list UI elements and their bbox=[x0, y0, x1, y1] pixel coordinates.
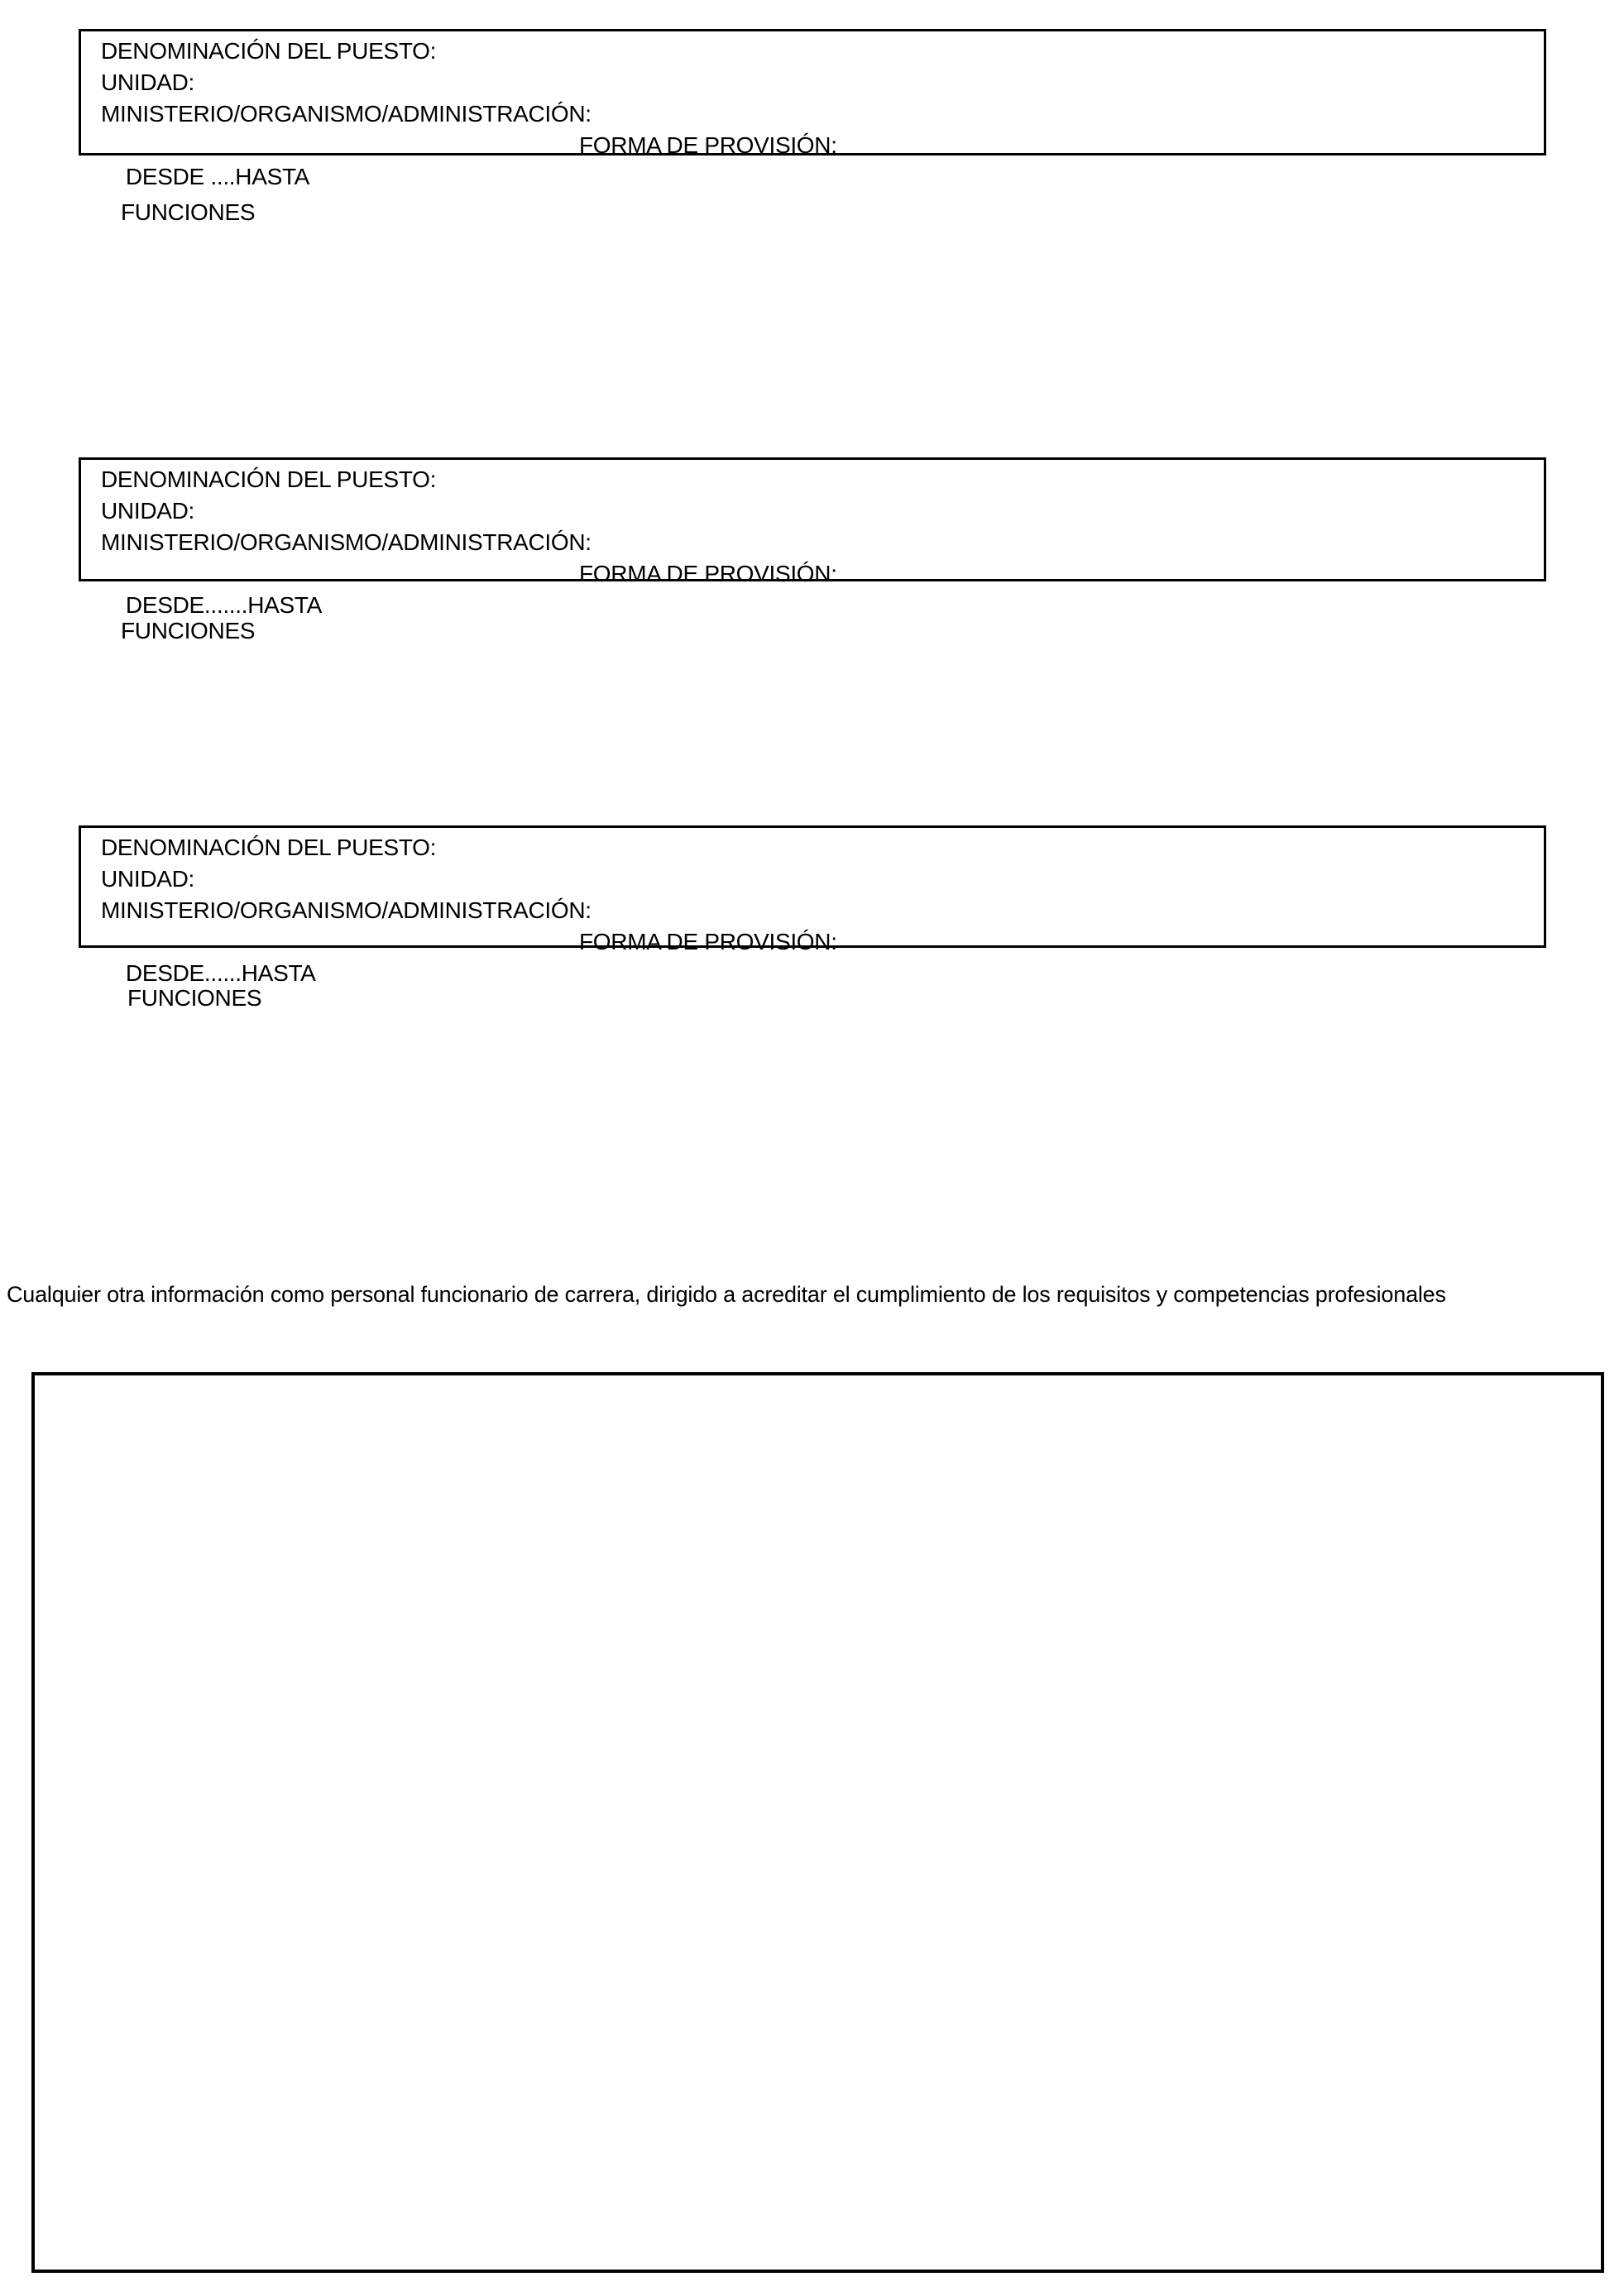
ministerio-field-label: MINISTERIO/ORGANISMO/ADMINISTRACIÓN: bbox=[101, 529, 592, 555]
denominacion-field-label: DENOMINACIÓN DEL PUESTO: bbox=[101, 466, 437, 492]
periodo-row bbox=[101, 926, 1544, 1052]
forma-provision-field-label: FORMA DE PROVISIÓN: bbox=[579, 929, 837, 954]
denominacion-field-label: DENOMINACIÓN DEL PUESTO: bbox=[101, 38, 437, 64]
desde-hasta-field-label: DESDE......HASTA bbox=[125, 960, 316, 986]
other-info-box bbox=[31, 1372, 1604, 2273]
periodo-row bbox=[101, 558, 1544, 684]
ministerio-field-label: MINISTERIO/ORGANISMO/ADMINISTRACIÓN: bbox=[101, 897, 592, 923]
position-block-3 bbox=[79, 825, 1546, 986]
other-info-text: Cualquier otra información como personal funcionario de carrera, dirigido a acreditar el cumplimiento de los requisitos y competencias profesionales bbox=[7, 1282, 1446, 1307]
periodo-row bbox=[101, 130, 1544, 256]
forma-provision-field-label: FORMA DE PROVISIÓN: bbox=[579, 132, 837, 158]
denominacion-field-label: DENOMINACIÓN DEL PUESTO: bbox=[101, 835, 437, 860]
unidad-field-label: UNIDAD: bbox=[101, 866, 195, 892]
ministerio-field-label: MINISTERIO/ORGANISMO/ADMINISTRACIÓN: bbox=[101, 101, 592, 127]
funciones-label-3: FUNCIONES bbox=[127, 985, 262, 1011]
desde-hasta-field-label: DESDE.......HASTA bbox=[125, 592, 323, 618]
position-block-1 bbox=[79, 29, 1546, 189]
funciones-label-1: FUNCIONES bbox=[121, 199, 256, 225]
unidad-field-label: UNIDAD: bbox=[101, 69, 195, 95]
funciones-label-2: FUNCIONES bbox=[121, 618, 256, 643]
desde-hasta-field-label: DESDE ....HASTA bbox=[125, 164, 310, 189]
unidad-field-label: UNIDAD: bbox=[101, 498, 195, 524]
forma-provision-field-label: FORMA DE PROVISIÓN: bbox=[579, 561, 837, 586]
position-block-2 bbox=[79, 457, 1546, 618]
